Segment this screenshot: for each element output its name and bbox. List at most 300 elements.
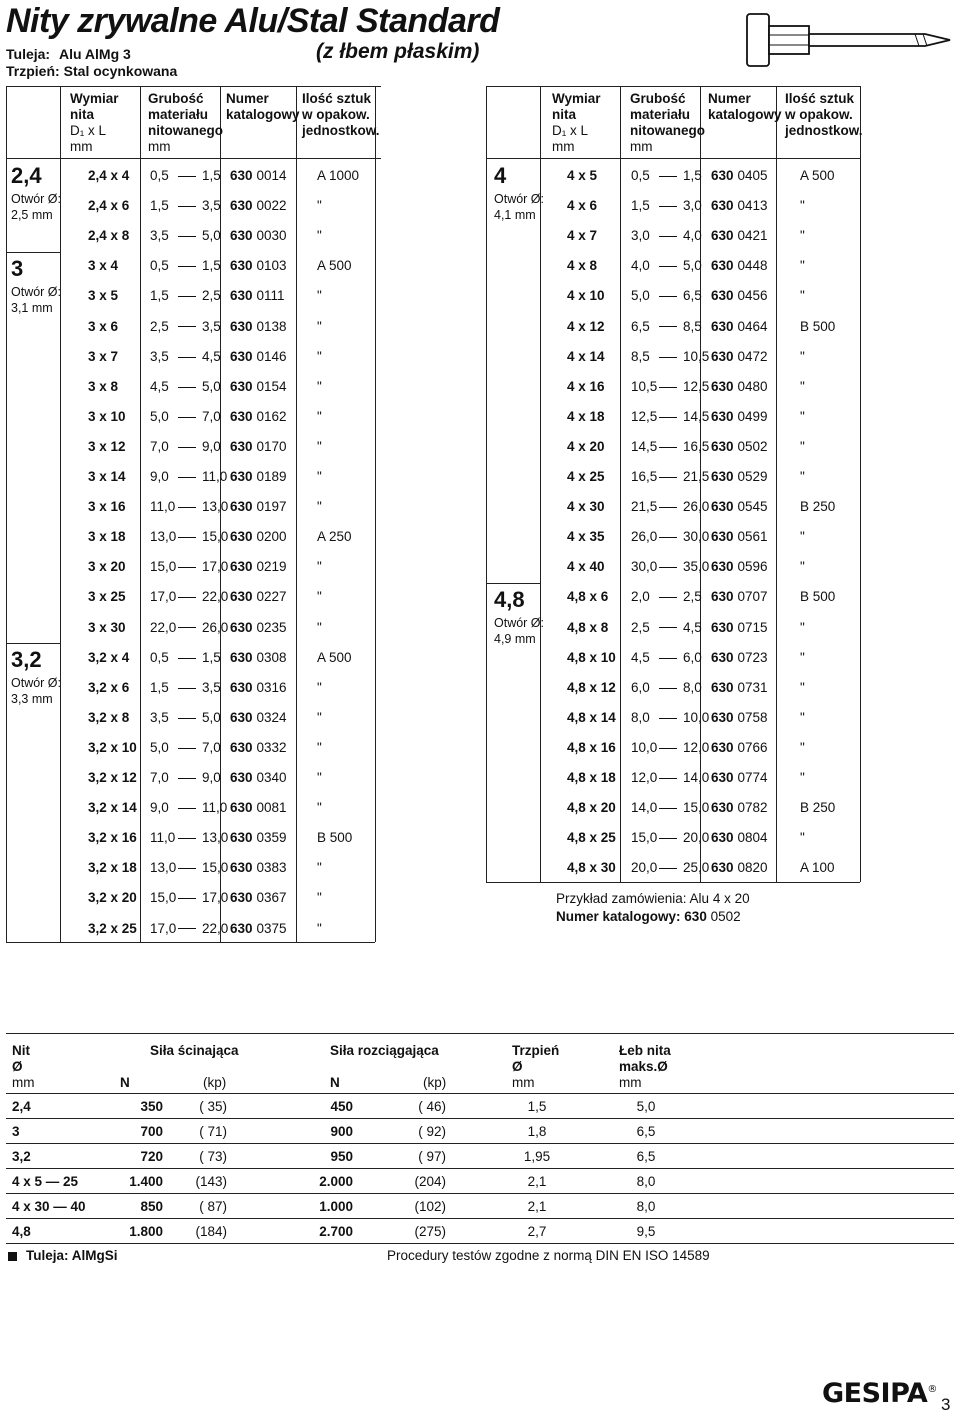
- catalog-number: [711, 258, 768, 273]
- range-dash: [659, 658, 677, 659]
- strength-cell: 1,8: [527, 1124, 547, 1139]
- catalog-prefix: 630: [230, 890, 253, 906]
- range-dash: [178, 357, 196, 358]
- grip-max: 8,0: [683, 679, 702, 695]
- left-header-dim: D₁ x L: [70, 123, 107, 138]
- pack-quantity: ": [800, 529, 805, 545]
- strength-header-tensile: Siła rozciągająca: [330, 1043, 439, 1058]
- catalog-prefix: 630: [230, 318, 253, 334]
- strength-cell: (184): [195, 1224, 227, 1239]
- rivet-size: 3 x 12: [88, 438, 126, 454]
- range-dash: [659, 357, 677, 358]
- right-header-qty: jednostkow.: [785, 123, 863, 138]
- grip-min: 4,5: [150, 378, 169, 394]
- pack-quantity: ": [800, 258, 805, 274]
- strength-cell: 6,5: [636, 1149, 656, 1164]
- rivet-size: 4 x 20: [567, 438, 605, 454]
- rivet-size: 2,4 x 6: [88, 198, 130, 214]
- grip-range: [631, 168, 702, 183]
- range-dash: [178, 778, 196, 779]
- grip-range: [150, 198, 221, 213]
- catalog-number: [230, 379, 287, 394]
- grip-range: [631, 228, 702, 243]
- group-hole-size: 2,5 mm: [11, 208, 53, 222]
- left-column-divider: [60, 86, 61, 942]
- grip-max: 5,0: [202, 709, 221, 725]
- range-dash: [178, 688, 196, 689]
- rivet-size: 3 x 6: [88, 318, 119, 334]
- range-dash: [659, 417, 677, 418]
- grip-range: [631, 620, 702, 635]
- grip-range: [631, 800, 709, 815]
- strength-cell: 8,0: [636, 1199, 656, 1214]
- catalog-suffix: 0731: [737, 679, 768, 695]
- catalog-prefix: 630: [711, 228, 734, 244]
- grip-min: 4,0: [631, 258, 650, 274]
- group-hole-label: Otwór Ø:: [494, 192, 545, 206]
- grip-range: [150, 319, 221, 334]
- grip-max: 6,5: [683, 288, 702, 304]
- catalog-number: [230, 710, 287, 725]
- catalog-suffix: 0758: [737, 709, 768, 725]
- rivet-illustration-icon: [745, 10, 953, 70]
- grip-min: 6,0: [631, 679, 650, 695]
- catalog-suffix: 0162: [256, 408, 287, 424]
- rivet-size: 4,8 x 6: [567, 589, 609, 605]
- pack-quantity: ": [317, 920, 322, 936]
- catalog-suffix: 0146: [256, 348, 287, 364]
- pack-quantity: ": [800, 679, 805, 695]
- grip-max: 4,5: [683, 619, 702, 635]
- rivet-size: 3 x 4: [88, 258, 119, 274]
- catalog-suffix: 0774: [737, 770, 768, 785]
- catalog-prefix: 630: [230, 228, 253, 244]
- grip-min: 3,5: [150, 228, 169, 244]
- strength-cell: 1.800: [129, 1224, 163, 1239]
- catalog-suffix: 0421: [737, 228, 768, 244]
- grip-max: 2,5: [202, 288, 221, 304]
- catalog-prefix: 630: [230, 920, 253, 936]
- catalog-prefix: 630: [230, 499, 253, 515]
- catalog-number: [711, 860, 768, 875]
- catalog-prefix: 630: [230, 679, 253, 695]
- catalog-prefix: 630: [230, 589, 253, 605]
- right-header-dim: mm: [552, 139, 575, 154]
- order-example-line: Przykład zamówienia: Alu 4 x 20: [556, 891, 750, 906]
- pack-quantity: ": [317, 559, 322, 575]
- catalog-number: [711, 469, 768, 484]
- grip-range: [631, 198, 702, 213]
- grip-range: [631, 710, 709, 725]
- grip-max: 22,0: [202, 589, 229, 605]
- grip-min: 15,0: [150, 890, 177, 906]
- strength-unit: N: [120, 1075, 130, 1090]
- catalog-suffix: 0170: [256, 438, 287, 454]
- catalog-suffix: 0375: [256, 920, 287, 936]
- left-frame-top: [6, 86, 381, 87]
- rivet-size: 3 x 14: [88, 469, 126, 484]
- grip-max: 5,0: [202, 378, 221, 394]
- strength-unit: (kp): [203, 1075, 227, 1090]
- catalog-number: [230, 258, 287, 273]
- grip-min: 2,5: [150, 318, 169, 334]
- catalog-number: [711, 319, 768, 334]
- range-dash: [178, 597, 196, 598]
- right-column-divider: [776, 86, 777, 882]
- catalog-suffix: 0014: [256, 168, 287, 183]
- gesipa-logo: GESIPA®: [822, 1378, 937, 1409]
- pack-quantity: ": [800, 378, 805, 394]
- pack-quantity: B 500: [800, 589, 836, 605]
- catalog-number: [230, 680, 287, 695]
- grip-range: [150, 650, 221, 665]
- catalog-prefix: 630: [230, 168, 253, 183]
- range-dash: [659, 537, 677, 538]
- grip-min: 1,5: [150, 679, 169, 695]
- grip-range: [631, 680, 702, 695]
- range-dash: [659, 688, 677, 689]
- range-dash: [178, 928, 196, 929]
- rivet-size: 4 x 25: [567, 469, 605, 484]
- left-header-qty: w opakow.: [302, 107, 370, 122]
- right-header-qty: Ilość sztuk: [785, 91, 855, 106]
- grip-min: 9,0: [150, 800, 169, 816]
- grip-min: 9,0: [150, 469, 169, 484]
- catalog-suffix: 0529: [737, 469, 768, 484]
- catalog-number: [711, 439, 768, 454]
- grip-range: [631, 650, 702, 665]
- grip-max: 10,0: [683, 709, 710, 725]
- strength-cell: ( 97): [418, 1149, 446, 1164]
- catalog-prefix: 630: [230, 378, 253, 394]
- catalog-suffix: 0499: [737, 408, 768, 424]
- grip-max: 9,0: [202, 438, 221, 454]
- grip-max: 3,0: [683, 198, 702, 214]
- pack-quantity: ": [317, 619, 322, 635]
- strength-header-nit: Ø: [12, 1059, 23, 1074]
- group-hole-label: Otwór Ø:: [494, 616, 545, 630]
- range-dash: [659, 868, 677, 869]
- catalog-suffix: 0715: [737, 619, 768, 635]
- grip-range: [631, 740, 709, 755]
- pack-quantity: ": [800, 709, 805, 725]
- grip-min: 26,0: [631, 529, 658, 545]
- grip-range: [631, 469, 709, 484]
- catalog-number: [230, 740, 287, 755]
- strength-cell: 2,4: [12, 1099, 31, 1114]
- grip-min: 10,0: [631, 739, 658, 755]
- grip-min: 17,0: [150, 920, 177, 936]
- grip-max: 3,5: [202, 198, 221, 214]
- group-hole-size: 4,1 mm: [494, 208, 536, 222]
- catalog-prefix: 630: [711, 709, 734, 725]
- right-header-cat: katalogowy: [708, 107, 782, 122]
- square-bullet-icon: [8, 1252, 17, 1261]
- grip-min: 13,0: [150, 529, 177, 545]
- strength-cell: 950: [330, 1149, 353, 1164]
- pack-quantity: ": [800, 830, 805, 846]
- strength-header-mandrel: Trzpień: [512, 1043, 560, 1058]
- catalog-suffix: 0561: [737, 529, 768, 545]
- catalog-prefix: 630: [711, 198, 734, 214]
- range-dash: [178, 868, 196, 869]
- group-diameter: 2,4: [11, 163, 42, 188]
- pack-quantity: B 500: [317, 830, 353, 846]
- left-header-dim: nita: [70, 107, 95, 122]
- group-hole-label: Otwór Ø:: [11, 192, 62, 206]
- grip-range: [150, 559, 228, 574]
- pack-quantity: ": [317, 890, 322, 906]
- catalog-number: [711, 589, 768, 604]
- catalog-prefix: 630: [230, 408, 253, 424]
- grip-max: 5,0: [202, 228, 221, 244]
- strength-cell: 2.000: [319, 1174, 353, 1189]
- grip-min: 12,5: [631, 408, 658, 424]
- range-dash: [659, 748, 677, 749]
- strength-cell: 4 x 5 — 25: [12, 1174, 79, 1189]
- catalog-prefix: 630: [711, 288, 734, 304]
- grip-range: [150, 349, 221, 364]
- pack-quantity: ": [317, 709, 322, 725]
- strength-header-mandrel: Ø: [512, 1059, 523, 1074]
- range-dash: [659, 296, 677, 297]
- range-dash: [178, 266, 196, 267]
- catalog-number: [711, 168, 768, 183]
- catalog-suffix: 0464: [737, 318, 768, 334]
- grip-range: [631, 319, 702, 334]
- pack-quantity: ": [317, 800, 322, 816]
- catalog-suffix: 0030: [256, 228, 287, 244]
- catalog-number: [711, 349, 768, 364]
- rivet-size: 4,8 x 14: [567, 709, 616, 725]
- left-frame-bottom: [6, 942, 375, 943]
- grip-range: [631, 559, 709, 574]
- grip-min: 6,5: [631, 318, 650, 334]
- grip-max: 13,0: [202, 499, 229, 515]
- order-example-number: 0502: [710, 909, 741, 924]
- grip-max: 3,5: [202, 318, 221, 334]
- pack-quantity: ": [317, 770, 322, 785]
- catalog-suffix: 0235: [256, 619, 287, 635]
- range-dash: [178, 206, 196, 207]
- strength-header-head: mm: [619, 1075, 642, 1090]
- group-hole-size: 3,3 mm: [11, 692, 53, 706]
- grip-min: 11,0: [150, 499, 176, 515]
- grip-max: 13,0: [202, 830, 229, 846]
- strength-cell: 720: [140, 1149, 163, 1164]
- pack-quantity: ": [800, 228, 805, 244]
- right-header-dim: D₁ x L: [552, 123, 589, 138]
- catalog-prefix: 630: [711, 619, 734, 635]
- catalog-suffix: 0413: [737, 198, 768, 214]
- catalog-suffix: 0820: [737, 860, 768, 876]
- pack-quantity: ": [317, 589, 322, 605]
- strength-cell: 1.000: [319, 1199, 353, 1214]
- grip-min: 14,0: [631, 800, 658, 816]
- grip-range: [631, 860, 709, 875]
- right-header-grip: mm: [630, 139, 653, 154]
- catalog-suffix: 0367: [256, 890, 287, 906]
- rivet-size: 3,2 x 6: [88, 679, 130, 695]
- catalog-prefix: 630: [230, 860, 253, 876]
- right-header-dim: Wymiar: [552, 91, 601, 106]
- left-header-dim: mm: [70, 139, 93, 154]
- grip-max: 2,5: [683, 589, 702, 605]
- catalog-suffix: 0804: [737, 830, 768, 846]
- strength-header-shear: Siła ścinająca: [150, 1043, 239, 1058]
- grip-max: 26,0: [202, 619, 229, 635]
- catalog-prefix: 630: [711, 408, 734, 424]
- pack-quantity: A 250: [317, 529, 352, 545]
- rivet-size: 4,8 x 25: [567, 830, 616, 846]
- grip-max: 8,5: [683, 318, 702, 334]
- catalog-suffix: 0596: [737, 559, 768, 575]
- grip-max: 35,0: [683, 559, 710, 575]
- catalog-number: [711, 559, 768, 574]
- pack-quantity: ": [800, 739, 805, 755]
- strength-cell: 4,8: [12, 1224, 31, 1239]
- catalog-prefix: 630: [711, 830, 734, 846]
- pack-quantity: ": [317, 679, 322, 695]
- catalog-suffix: 0308: [256, 649, 287, 665]
- grip-range: [150, 589, 228, 604]
- grip-max: 15,0: [202, 860, 229, 876]
- grip-max: 12,5: [683, 378, 710, 394]
- strength-header-nit: Nit: [12, 1043, 30, 1058]
- catalog-number: [230, 168, 287, 183]
- grip-min: 3,0: [631, 228, 650, 244]
- grip-max: 7,0: [202, 739, 221, 755]
- strength-cell: ( 71): [199, 1124, 227, 1139]
- catalog-prefix: 630: [230, 619, 253, 635]
- catalog-suffix: 0197: [256, 499, 287, 515]
- grip-min: 0,5: [150, 258, 169, 274]
- grip-range: [150, 168, 221, 183]
- range-dash: [659, 778, 677, 779]
- range-dash: [659, 718, 677, 719]
- grip-min: 15,0: [631, 830, 658, 846]
- grip-range: [631, 288, 702, 303]
- rivet-size: 3 x 5: [88, 288, 119, 304]
- grip-range: [150, 258, 221, 273]
- grip-range: [150, 740, 221, 755]
- catalog-suffix: 0219: [256, 559, 287, 575]
- catalog-prefix: 630: [711, 679, 734, 695]
- strength-header-head: maks.Ø: [619, 1059, 668, 1074]
- left-header-grip: materiału: [148, 107, 209, 122]
- catalog-number: [230, 439, 287, 454]
- pack-quantity: A 500: [317, 649, 352, 665]
- pack-quantity: ": [317, 228, 322, 244]
- grip-max: 20,0: [683, 830, 710, 846]
- sleeve-footnote: Tuleja: AlMgSi: [26, 1248, 118, 1263]
- strength-cell: (143): [195, 1174, 227, 1189]
- strength-cell: ( 92): [418, 1124, 446, 1139]
- rivet-size: 3 x 25: [88, 589, 126, 605]
- grip-range: [150, 439, 221, 454]
- right-column-divider: [620, 86, 621, 882]
- catalog-suffix: 0227: [256, 589, 287, 605]
- strength-unit: (kp): [423, 1075, 447, 1090]
- rivet-size: 4 x 12: [567, 318, 605, 334]
- rivet-size: 3,2 x 8: [88, 709, 130, 725]
- left-column-divider: [375, 86, 376, 942]
- group-diameter: 3: [11, 256, 24, 281]
- range-dash: [659, 387, 677, 388]
- grip-range: [150, 469, 227, 484]
- catalog-suffix: 0138: [256, 318, 287, 334]
- right-frame-bottom: [486, 882, 860, 883]
- grip-max: 25,0: [683, 860, 710, 876]
- grip-range: [631, 349, 709, 364]
- range-dash: [659, 567, 677, 568]
- left-header-grip: mm: [148, 139, 171, 154]
- catalog-prefix: 630: [230, 770, 253, 785]
- grip-min: 1,5: [150, 288, 169, 304]
- left-frame-left: [6, 86, 7, 942]
- rivet-size: 4 x 10: [567, 288, 605, 304]
- range-dash: [178, 537, 196, 538]
- test-standard-note: Procedury testów zgodne z normą DIN EN ISO 14589: [387, 1248, 710, 1263]
- range-dash: [178, 326, 196, 327]
- pack-quantity: ": [800, 559, 805, 575]
- catalog-number: [230, 228, 287, 243]
- catalog-suffix: 0316: [256, 679, 287, 695]
- grip-min: 16,5: [631, 469, 658, 484]
- strength-row-line: [6, 1118, 954, 1119]
- rivet-size: 4,8 x 8: [567, 619, 609, 635]
- range-dash: [659, 838, 677, 839]
- strength-cell: 850: [140, 1199, 163, 1214]
- rivet-size: 3 x 16: [88, 499, 126, 515]
- catalog-prefix: 630: [711, 318, 734, 334]
- grip-min: 14,5: [631, 438, 658, 454]
- grip-min: 13,0: [150, 860, 177, 876]
- catalog-number: [230, 650, 287, 665]
- strength-cell: 2,7: [527, 1224, 547, 1239]
- catalog-number: [711, 680, 768, 695]
- catalog-suffix: 0154: [256, 378, 287, 394]
- grip-range: [150, 890, 228, 905]
- pack-quantity: A 1000: [317, 168, 360, 183]
- grip-min: 3,5: [150, 709, 169, 725]
- right-column-divider: [860, 86, 861, 882]
- grip-range: [631, 379, 709, 394]
- range-dash: [178, 236, 196, 237]
- group-diameter: 4: [494, 163, 507, 188]
- grip-min: 5,0: [150, 739, 169, 755]
- strength-cell: 2,1: [527, 1199, 547, 1214]
- group-separator: [6, 252, 60, 253]
- catalog-prefix: 630: [711, 168, 734, 183]
- catalog-suffix: 0103: [256, 258, 287, 274]
- range-dash: [659, 627, 677, 628]
- strength-cell: 4 x 30 — 40: [12, 1199, 86, 1214]
- rivet-size: 3 x 30: [88, 619, 126, 635]
- grip-min: 0,5: [150, 649, 169, 665]
- left-header-dim: Wymiar: [70, 91, 119, 106]
- grip-min: 1,5: [150, 198, 169, 214]
- catalog-prefix: 630: [711, 348, 734, 364]
- grip-min: 11,0: [150, 830, 176, 846]
- rivet-size: 4 x 18: [567, 408, 605, 424]
- grip-range: [631, 830, 709, 845]
- catalog-number: [230, 559, 287, 574]
- rivet-size: 4,8 x 20: [567, 800, 616, 816]
- grip-max: 14,5: [683, 408, 710, 424]
- catalog-prefix: 630: [711, 378, 734, 394]
- order-example-label: Numer katalogowy:: [556, 909, 681, 924]
